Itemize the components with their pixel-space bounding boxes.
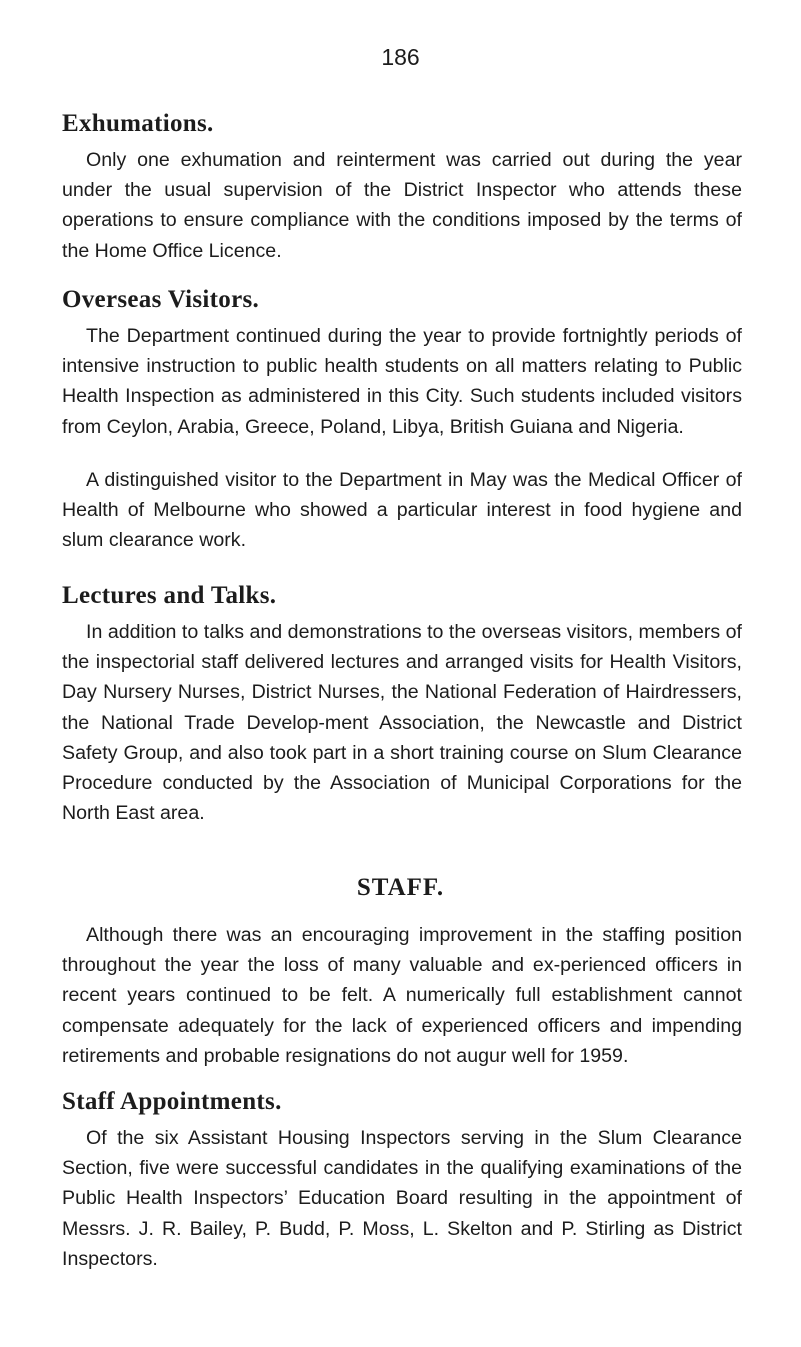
- paragraph-exhumations: Only one exhumation and reinterment was carried out during the year under the usual supervision of the District Inspector who attends these operations to ensure compliance with the conditions imposed by the terms of the Home Office Licence.: [62, 149, 742, 262]
- heading-lectures-and-talks: Lectures and Talks.: [62, 582, 277, 609]
- paragraph-overseas-visitors-1: The Department continued during the year to provide fortnightly periods of intensive instruction to public health students on all matters relating to Public Health Inspection as administered in this City. Such students included visitors from Ceylon, Arabia, Greece, Poland, Libya, British Guiana and Nigeria.: [62, 325, 742, 438]
- paragraph-lectures-and-talks: In addition to talks and demonstrations to the overseas visitors, members of the inspectorial staff delivered lectures and arranged visits for Health Visitors, Day Nursery Nurses, District Nurses, the National Federation of Hairdressers, the National Trade Develop-ment Association, the Newcastle and District Safety Group, and also took part in a short training course on Slum Clearance Procedure conducted by the Association of Municipal Corporations for the North East area.: [62, 621, 742, 825]
- paragraph-overseas-visitors-2: A distinguished visitor to the Department in May was the Medical Officer of Health of Melbourne who showed a particular interest in food hygiene and slum clearance work.: [62, 469, 742, 552]
- paragraph-staff-appointments: Of the six Assistant Housing Inspectors serving in the Slum Clearance Section, five were successful candidates in the qualifying examinations of the Public Health Inspectors’ Education Board resulting in the appointment of Messrs. J. R. Bailey, P. Budd, P. Moss, L. Skelton and P. Stirling as District Inspectors.: [62, 1127, 742, 1270]
- page-number: 186: [381, 44, 420, 70]
- heading-exhumations: Exhumations.: [62, 110, 214, 137]
- paragraph-staff: Although there was an encouraging improvement in the staffing position throughout the year the loss of many valuable and ex-perienced officers in recent years continued to be felt. A numerically full establishment cannot compensate adequately for the lack of experienced officers and impending retirements and probable resignations do not augur well for 1959.: [62, 924, 742, 1067]
- heading-overseas-visitors: Overseas Visitors.: [62, 286, 260, 313]
- heading-staff: STAFF.: [356, 874, 445, 901]
- heading-staff-appointments: Staff Appointments.: [62, 1088, 282, 1115]
